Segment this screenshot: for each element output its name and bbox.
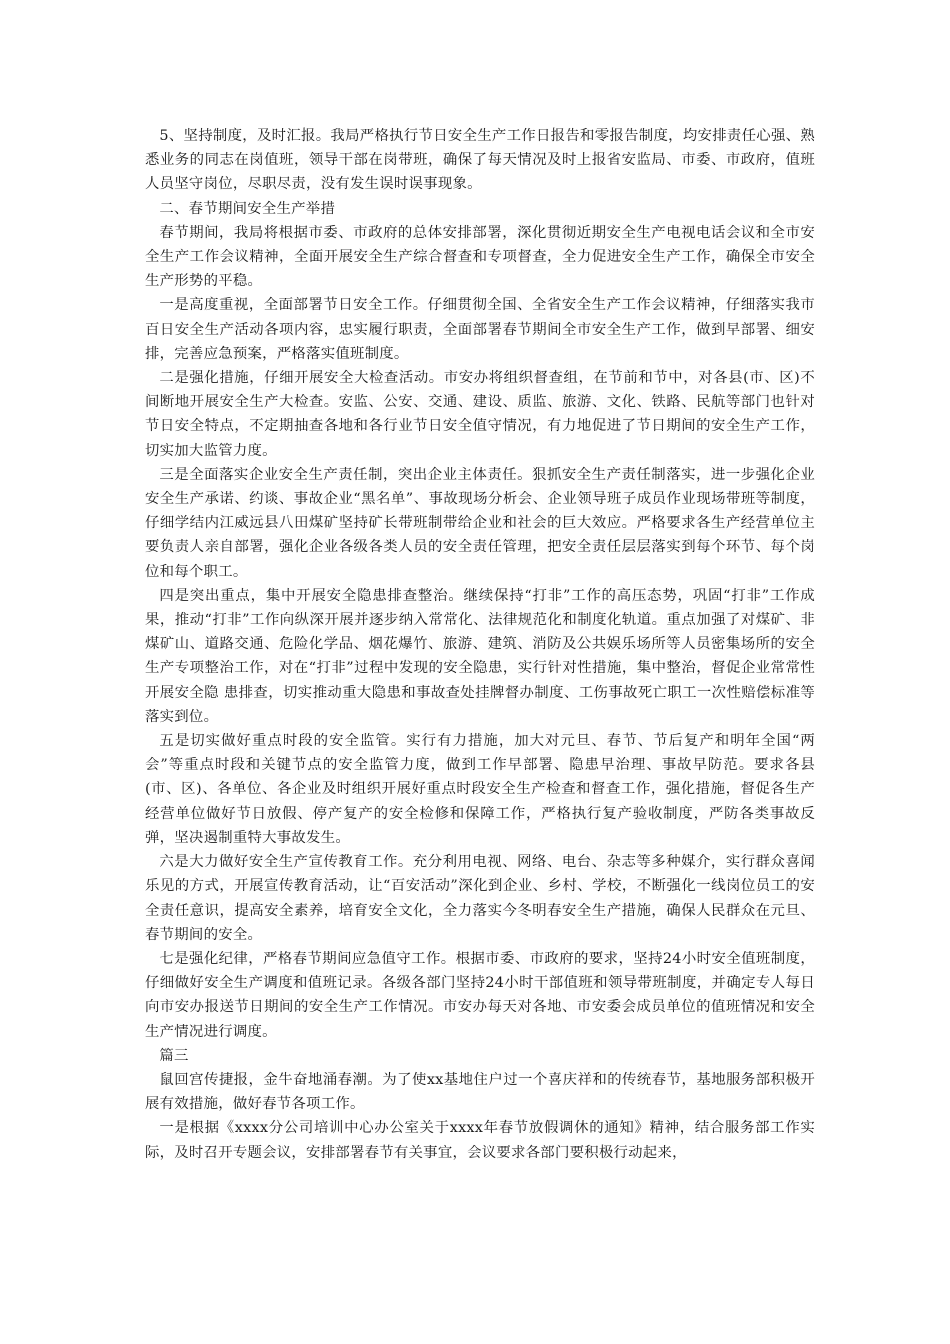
paragraph-item-5-report: 5、坚持制度，及时汇报。我局严格执行节日安全生产工作日报告和零报告制度，均安排责任心强、熟悉业务的同志在岗值班，领导干部在岗带班，确保了每天情况及时上报省安监局、市委、市政府，值班人员坚守岗位，尽职尽责，没有发生误时误事现象。 <box>145 128 815 193</box>
paragraph-measure-4: 四是突出重点，集中开展安全隐患排查整治。继续保持“打非”工作的高压态势，巩固“打非”工作成果，推动“打非”工作向纵深开展并逐步纳入常常化、法律规范化和制度化轨道。重点加强了对煤矿、非煤矿山、道路交通、危险化学品、烟花爆竹、旅游、建筑、消防及公共娱乐场所等人员密集场所的安全生产专项整治工作，对在“打非”过程中发现的安全隐患，实行针对性措施，集中整治，督促企业常常性开展安全隐 患排查，切实推动重大隐患和事故查处挂牌督办制度、工伤事故死亡职工一次性赔偿标准等落实到位。 <box>145 587 815 725</box>
paragraph-measure-7: 七是强化纪律，严格春节期间应急值守工作。根据市委、市政府的要求，坚持24小时安全值班制度，仔细做好安全生产调度和值班记录。各级各部门坚持24小时干部值班和领导带班制度，并确定专人每日向市安办报送节日期间的安全生产工作情况。市安办每天对各地、市安委会成员单位的值班情况和安全生产情况进行调度。 <box>145 950 815 1040</box>
paragraph-measure-5: 五是切实做好重点时段的安全监管。实行有力措施，加大对元旦、春节、节后复产和明年全国“两会”等重点时段和关键节点的安全监管力度，做到工作早部署、隐患早治理、事故早防范。要求各县(市、区)、各单位、各企业及时组织开展好重点时段安全生产检查和督查工作，强化措施，督促各生产经营单位做好节日放假、停产复产的安全检修和保障工作，严格执行复产验收制度，严防各类事故反弹，坚决遏制重特大事故发生。 <box>145 733 815 846</box>
paragraph-part-3-item-1: 一是根据《xxxx分公司培训中心办公室关于xxxx年春节放假调休的通知》精神，结合服务部工作实际，及时召开专题会议，安排部署春节有关事宜，会议要求各部门要积极行动起来， <box>145 1120 815 1161</box>
paragraph-measure-1: 一是高度重视，全面部署节日安全工作。仔细贯彻全国、全省安全生产工作会议精神，仔细落实我市百日安全生产活动各项内容，忠实履行职责，全面部署春节期间全市安全生产工作，做到早部署、细安排，完善应急预案，严格落实值班制度。 <box>145 297 815 362</box>
paragraph-measure-6: 六是大力做好安全生产宣传教育工作。充分利用电视、网络、电台、杂志等多种媒介，实行群众喜闻乐见的方式，开展宣传教育活动，让“百安活动”深化到企业、乡村、学校，不断强化一线岗位员工的安全责任意识，提高安全素养，培育安全文化，全力落实今冬明春安全生产措施，确保人民群众在元旦、春节期间的安全。 <box>145 854 815 943</box>
paragraph-measure-2: 二是强化措施，仔细开展安全大检查活动。市安办将组织督查组，在节前和节中，对各县(市、区)不间断地开展安全生产大检查。安监、公安、交通、建设、质监、旅游、文化、铁路、民航等部门也针对节日安全特点，不定期抽查各地和各行业节日安全值守情况，有力地促进了节日期间的安全生产工作，切实加大监管力度。 <box>145 370 815 459</box>
section-heading-spring-festival: 二、春节期间安全生产举措 <box>159 200 336 217</box>
section-heading-part-3: 篇三 <box>159 1047 189 1064</box>
document-body <box>145 124 815 1165</box>
paragraph-part-3-intro: 鼠回宫传捷报，金牛奋地涌春潮。为了使xx基地住户过一个喜庆祥和的传统春节，基地服务部积极开展有效措施，做好春节各项工作。 <box>145 1071 815 1113</box>
paragraph-measure-3: 三是全面落实企业安全生产责任制，突出企业主体责任。狠抓安全生产责任制落实，进一步强化企业安全生产承诺、约谈、事故企业“黑名单”、事故现场分析会、企业领导班子成员作业现场带班等制度，仔细学结内江威远县八田煤矿坚持矿长带班制带给企业和社会的巨大效应。严格要求各生产经营单位主要负责人亲自部署，强化企业各级各类人员的安全责任管理，把安全责任层层落实到每个环节、每个岗位和每个职工。 <box>145 466 815 580</box>
paragraph-intro: 春节期间，我局将根据市委、市政府的总体安排部署，深化贯彻近期安全生产电视电话会议和全市安全生产工作会议精神，全面开展安全生产综合督查和专项督查，全力促进安全生产工作，确保全市安全生产形势的平稳。 <box>145 224 815 290</box>
